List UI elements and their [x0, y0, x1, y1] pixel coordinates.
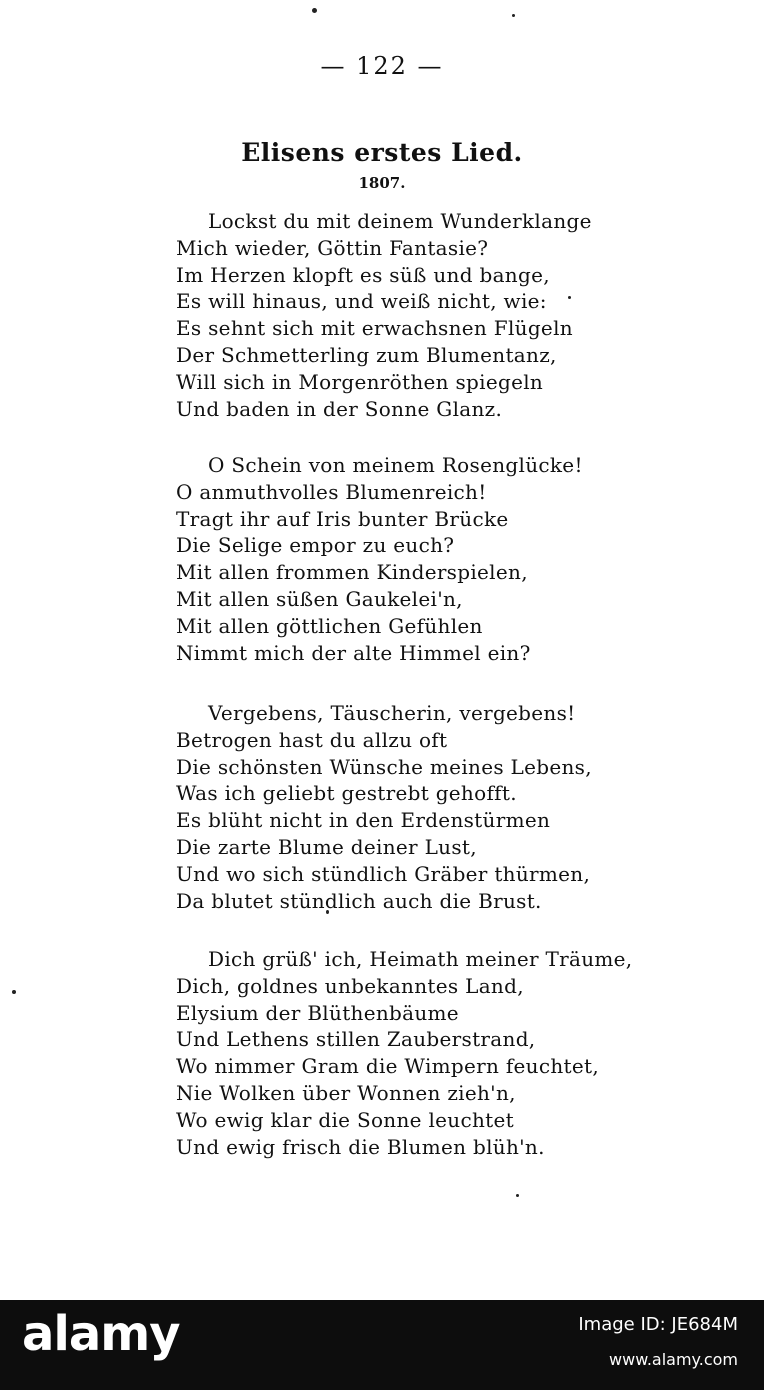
ink-speck — [512, 14, 515, 17]
poem-line: Mit allen göttlichen Gefühlen — [176, 613, 483, 638]
poem-line: O anmuthvolles Blumenreich! — [176, 479, 487, 504]
poem-line: Lockst du mit deinem Wunderklange — [208, 209, 592, 233]
poem-line: Der Schmetterling zum Blumentanz, — [176, 342, 557, 367]
stanza-4 — [176, 946, 633, 1160]
poem-line: Will sich in Morgenröthen spiegeln — [176, 369, 544, 394]
poem-line: Betrogen hast du allzu oft — [176, 727, 448, 752]
poem-line: Elysium der Blüthenbäume — [176, 1000, 459, 1025]
poem-line: Was ich geliebt gestrebt gehofft. — [176, 781, 517, 806]
ink-speck — [516, 1194, 519, 1197]
stanza-1 — [176, 208, 596, 422]
poem-line: Im Herzen klopft es süß und bange, — [176, 262, 550, 287]
stanza-2 — [176, 452, 596, 666]
poem-line: Wo nimmer Gram die Wimpern feuchtet, — [176, 1054, 600, 1079]
alamy-logo: alamy — [22, 1306, 180, 1362]
poem-line: Vergebens, Täuscherin, vergebens! — [208, 701, 576, 725]
poem-line: Und Lethens stillen Zauberstrand, — [176, 1027, 536, 1052]
poem-title: Elisens erstes Lied. — [241, 138, 523, 167]
poem-line: Mit allen frommen Kinderspielen, — [176, 560, 528, 585]
poem-line: Und baden in der Sonne Glanz. — [176, 396, 503, 421]
poem-line: Nie Wolken über Wonnen zieh'n, — [176, 1080, 516, 1105]
poem-line: Mich wieder, Göttin Fantasie? — [176, 235, 489, 260]
poem-line: Die schönsten Wünsche meines Lebens, — [176, 754, 592, 779]
ink-speck — [312, 8, 317, 13]
poem-line: Dich grüß' ich, Heimath meiner Träume, — [208, 947, 633, 971]
poem-line: Und wo sich stündlich Gräber thürmen, — [176, 861, 591, 886]
stanza-3 — [176, 700, 596, 914]
poem-line: Die Selige empor zu euch? — [176, 533, 455, 558]
poem-line: Nimmt mich der alte Himmel ein? — [176, 640, 531, 665]
page-number: — 122 — — [320, 52, 444, 80]
poem-line: Wo ewig klar die Sonne leuchtet — [176, 1107, 514, 1132]
poem-line: Dich, goldnes unbekanntes Land, — [176, 973, 524, 998]
poem-line: Tragt ihr auf Iris bunter Brücke — [176, 506, 509, 531]
stock-watermark-bar — [0, 1300, 764, 1390]
poem-line: O Schein von meinem Rosenglücke! — [208, 453, 583, 477]
poem-line: Es sehnt sich mit erwachsnen Flügeln — [176, 316, 573, 341]
poem-line: Mit allen süßen Gaukelei'n, — [176, 586, 463, 611]
poem-year: 1807. — [358, 174, 406, 192]
watermark-url: www.alamy.com — [609, 1350, 738, 1369]
poem-line: Es will hinaus, und weiß nicht, wie: — [176, 289, 547, 314]
poem-line: Es blüht nicht in den Erdenstürmen — [176, 808, 551, 833]
poem-line: Die zarte Blume deiner Lust, — [176, 834, 477, 859]
poem-line: Und ewig frisch die Blumen blüh'n. — [176, 1134, 545, 1159]
image-id-label: Image ID: JE684M — [578, 1314, 738, 1335]
ink-speck — [12, 990, 16, 994]
poem-line: Da blutet stündlich auch die Brust. — [176, 888, 542, 913]
